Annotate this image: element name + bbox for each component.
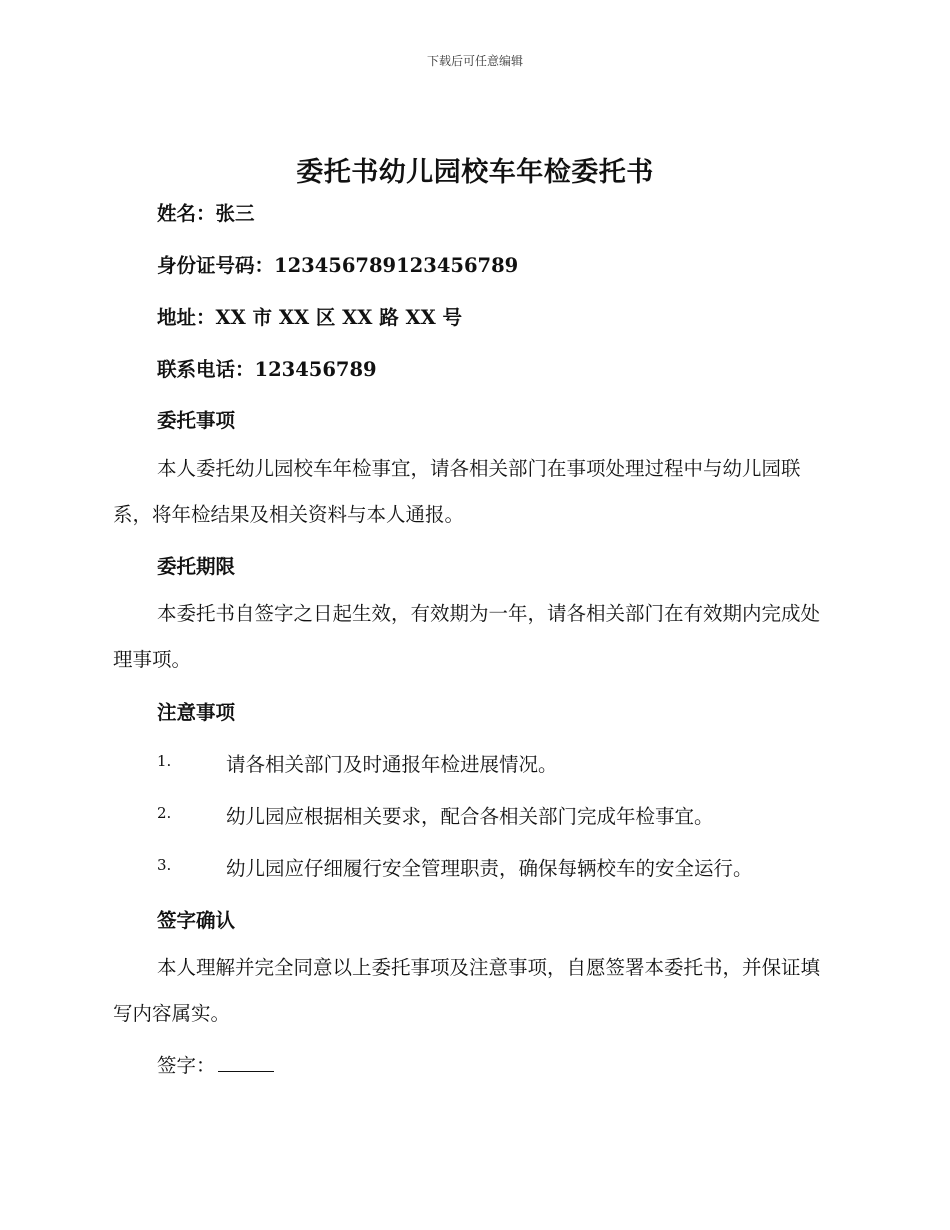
matters-paragraph: 本人委托幼儿园校车年检事宜，请各相关部门在事项处理过程中与幼儿园联系，将年检结果及相关资料与本人通报。: [113, 457, 801, 526]
address-field: 地址：XX 市 XX 区 XX 路 XX 号: [157, 306, 463, 329]
period-paragraph: 本委托书自签字之日起生效，有效期为一年，请各相关部门在有效期内完成处理事项。: [113, 602, 821, 671]
note-item-1: 请各相关部门及时通报年检进展情况。: [226, 753, 558, 776]
header-note: 下载后可任意编辑: [426, 54, 523, 68]
note-item-3: 幼儿园应仔细履行安全管理职责，确保每辆校车的安全运行。: [226, 857, 753, 880]
note-item-2: 幼儿园应根据相关要求，配合各相关部门完成年检事宜。: [226, 805, 714, 828]
document-title: 委托书幼儿园校车年检委托书: [296, 157, 654, 188]
signature-label: 签字：: [157, 1054, 216, 1077]
phone-field: 联系电话：123456789: [157, 358, 377, 381]
notes-heading: 注意事项: [157, 701, 236, 724]
id-number-field: 身份证号码：123456789123456789: [157, 254, 519, 277]
note-number-2: 2.: [157, 804, 172, 822]
signature-row: [157, 1050, 274, 1078]
note-number-1: 1.: [157, 752, 172, 770]
name-field: 姓名：张三: [157, 202, 255, 225]
confirm-heading: 签字确认: [157, 909, 236, 932]
signature-line[interactable]: [218, 1051, 274, 1072]
note-number-3: 3.: [157, 856, 172, 874]
confirm-paragraph: 本人理解并完全同意以上委托事项及注意事项，自愿签署本委托书，并保证填写内容属实。: [113, 956, 821, 1025]
period-heading: 委托期限: [157, 555, 236, 578]
matters-heading: 委托事项: [157, 409, 236, 432]
